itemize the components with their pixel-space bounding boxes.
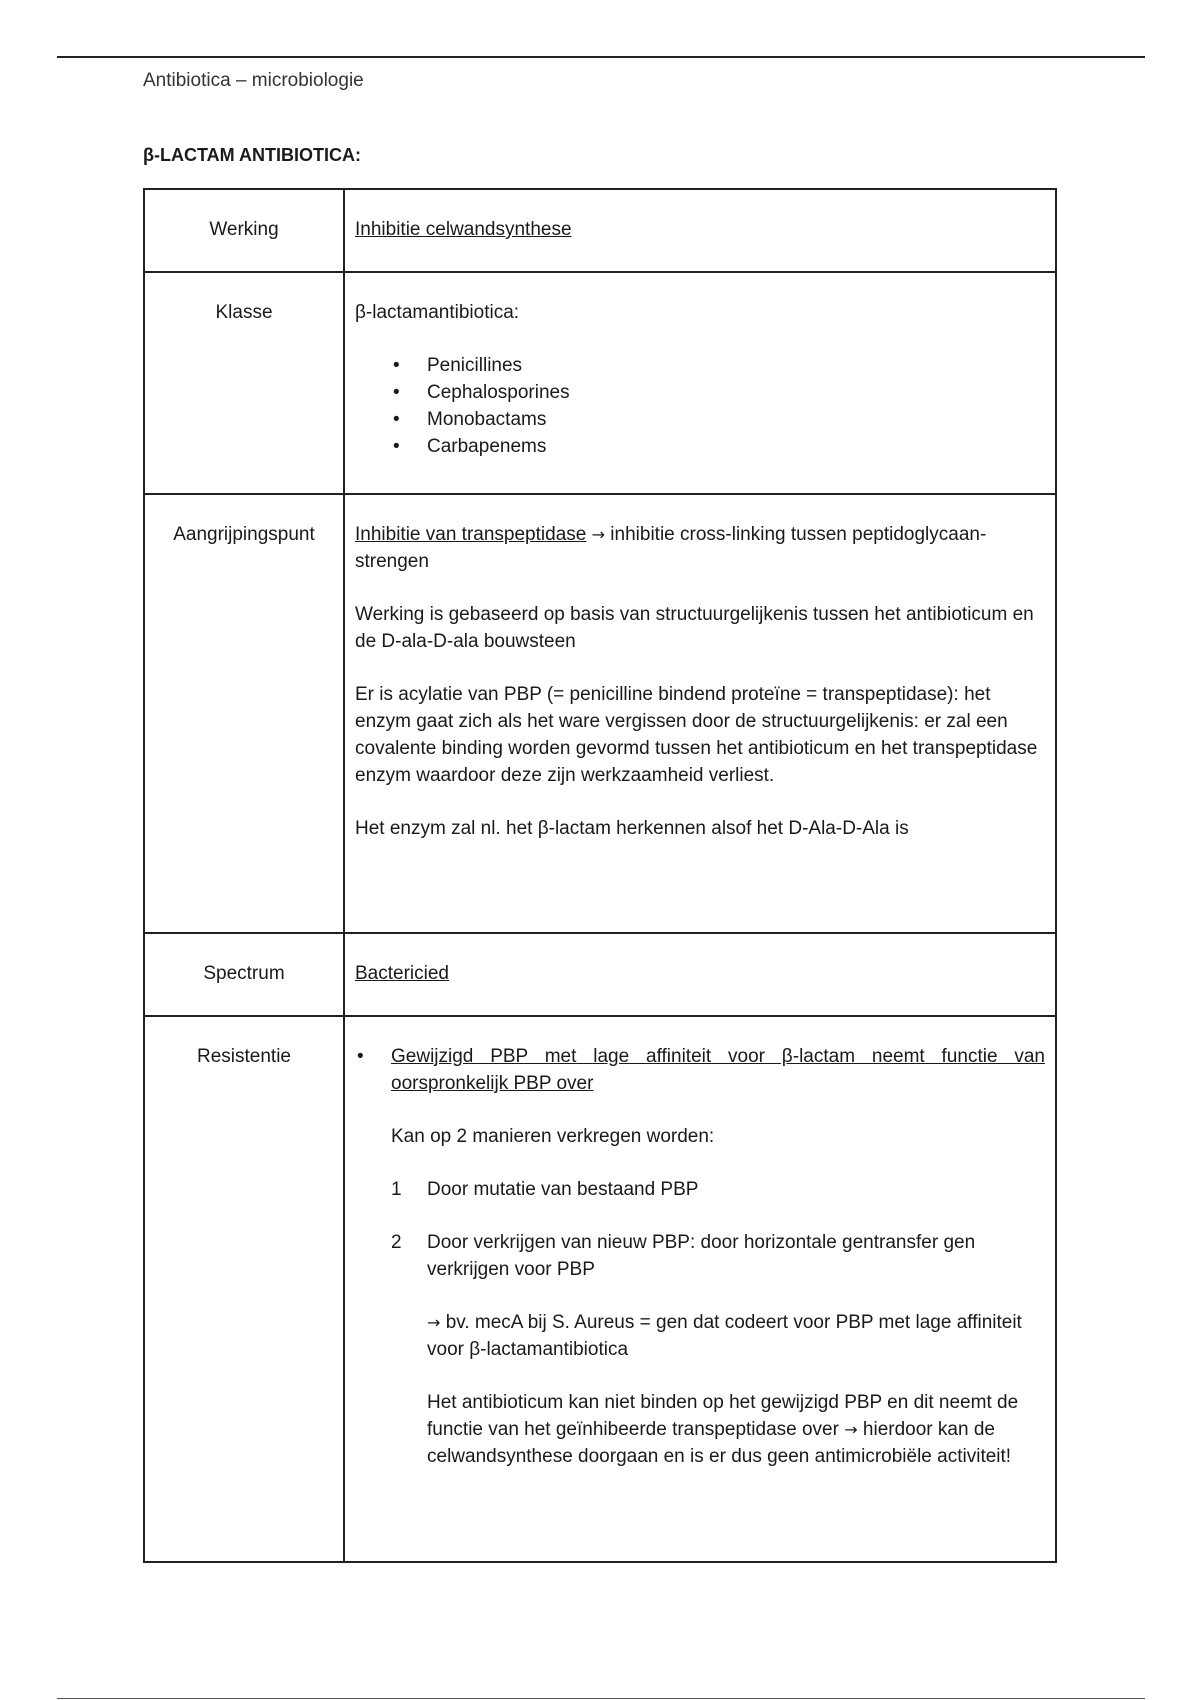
- resistentie-conclusion-b: hierdoor kan de celwandsynthese doorgaan en is er dus geen antimicrobiële activiteit!: [427, 1419, 1012, 1467]
- list-item: [355, 1176, 1045, 1203]
- item-number: 2: [391, 1232, 402, 1253]
- resistentie-bullet-text: Gewijzigd PBP met lage affiniteit voor β-lactam neemt functie van oorspronkelijk PBP over: [391, 1046, 1045, 1094]
- arrow-icon: →: [427, 1313, 441, 1332]
- section-title: β-LACTAM ANTIBIOTICA:: [143, 145, 361, 165]
- row-content: [344, 494, 1056, 933]
- resistentie-example: [427, 1309, 1045, 1363]
- klasse-intro: β-lactamantibiotica:: [355, 302, 520, 323]
- resistentie-item-1: Door mutatie van bestaand PBP: [427, 1179, 699, 1200]
- list-item: • Monobactams: [355, 406, 1045, 433]
- row-content: [344, 189, 1056, 272]
- row-label: Aangrijpingspunt: [144, 494, 344, 933]
- resistentie-item-2: Door verkrijgen van nieuw PBP: door horizontale gentransfer gen verkrijgen voor PBP: [427, 1232, 976, 1280]
- row-label: Werking: [144, 189, 344, 272]
- resistentie-bullet-item: [355, 1043, 1045, 1097]
- table-row-resistentie: [144, 1016, 1056, 1562]
- table-row-werking: [144, 189, 1056, 272]
- row-label: Klasse: [144, 272, 344, 494]
- table-row-spectrum: [144, 933, 1056, 1016]
- page-header: Antibiotica – microbiologie: [143, 70, 364, 91]
- resistentie-conclusion: [427, 1389, 1045, 1470]
- item-number: 1: [391, 1179, 402, 1200]
- klasse-list: [355, 352, 1045, 460]
- werking-value: Inhibitie celwandsynthese: [355, 219, 572, 240]
- list-item: • Carbapenems: [355, 433, 1045, 460]
- footer-rule: [57, 1698, 1145, 1699]
- aangrijpingspunt-p1-rest: inhibitie cross-linking tussen peptidoglycaan-strengen: [355, 524, 987, 572]
- row-content: [344, 272, 1056, 494]
- list-item: • Penicillines: [355, 352, 1045, 379]
- spectrum-value: Bactericied: [355, 963, 449, 984]
- header-rule: [57, 56, 1145, 58]
- aangrijpingspunt-p4: Het enzym zal nl. het β-lactam herkennen alsof het D-Ala-D-Ala is: [355, 818, 909, 839]
- table-row-klasse: [144, 272, 1056, 494]
- aangrijpingspunt-p2: Werking is gebaseerd op basis van structuurgelijkenis tussen het antibioticum en de D-ala-D-ala bouwsteen: [355, 604, 1034, 652]
- transpeptidase-link-text: Inhibitie van transpeptidase: [355, 524, 587, 545]
- antibiotic-table: [143, 188, 1057, 1563]
- arrow-icon: →: [844, 1420, 858, 1439]
- list-item: • Cephalosporines: [355, 379, 1045, 406]
- aangrijpingspunt-p1: [355, 521, 1045, 575]
- bullet-icon: •: [357, 1046, 364, 1067]
- arrow-icon: →: [591, 525, 606, 544]
- row-content: [344, 933, 1056, 1016]
- row-label: Spectrum: [144, 933, 344, 1016]
- aangrijpingspunt-p3: Er is acylatie van PBP (= penicilline bindend proteïne = transpeptidase): het enzym gaat zich als het ware vergissen door de structuurgelijkenis: er zal een covalente binding worden gevormd tussen het antibioticum en het transpeptidase enzym waardoor deze zijn werkzaamheid verliest.: [355, 684, 1038, 786]
- resistentie-example-text: bv. mecA bij S. Aureus = gen dat codeert voor PBP met lage affiniteit voor β-lactamantibiotica: [427, 1312, 1022, 1360]
- row-content: [344, 1016, 1056, 1562]
- resistentie-conclusion-a: Het antibioticum kan niet binden op het gewijzigd PBP en dit neemt de functie van het geïnhibeerde transpeptidase over: [427, 1392, 1019, 1440]
- row-label: Resistentie: [144, 1016, 344, 1562]
- resistentie-intro: Kan op 2 manieren verkregen worden:: [391, 1126, 715, 1147]
- list-item: [355, 1229, 1045, 1283]
- table-row-aangrijpingspunt: [144, 494, 1056, 933]
